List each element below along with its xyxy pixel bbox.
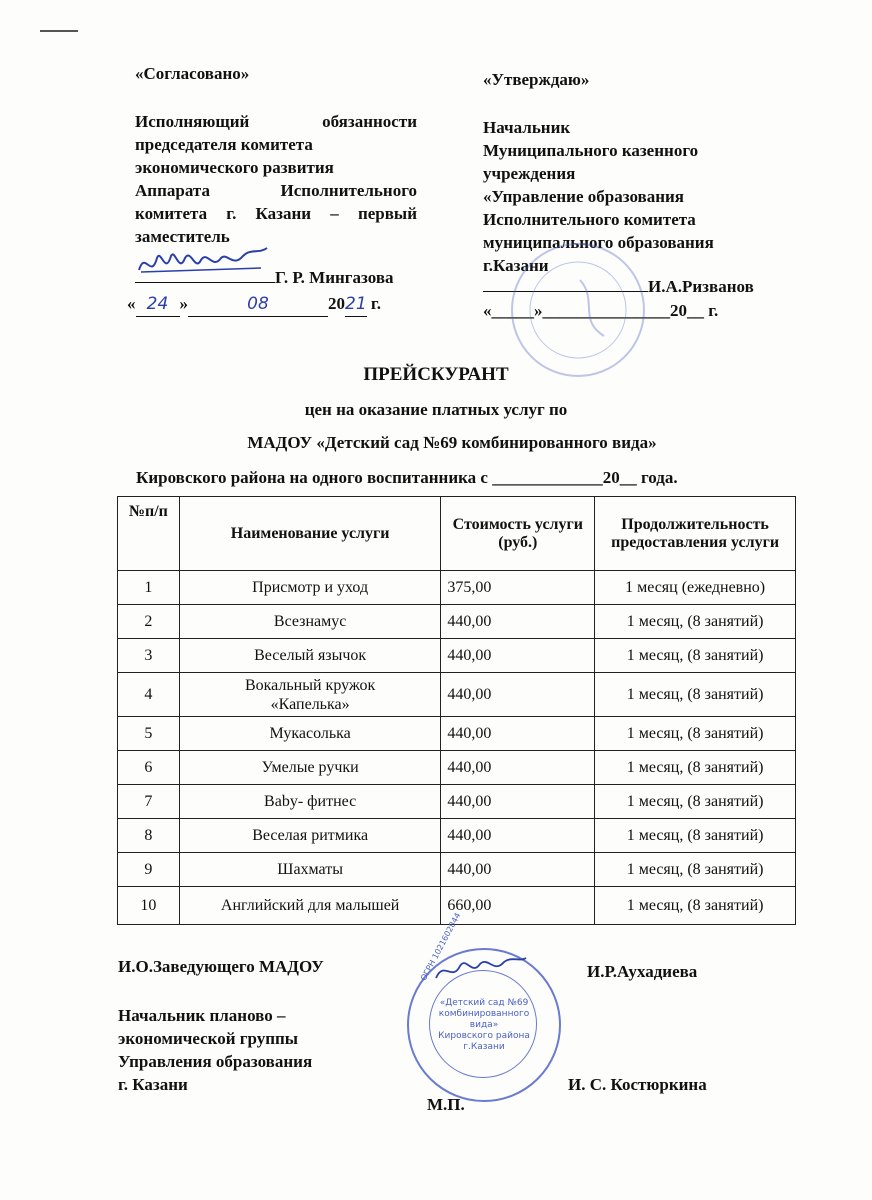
title-line-1: цен на оказание платных услуг по	[304, 400, 568, 419]
agreed-position-block	[135, 110, 417, 248]
row-duration: 1 месяц, (8 занятий)	[595, 639, 796, 673]
approve-line: учреждения	[483, 164, 576, 183]
agreed-date-month: 08	[188, 293, 328, 317]
approve-heading: «Утверждаю»	[483, 70, 590, 89]
row-price: 440,00	[441, 673, 595, 717]
footer-role-head: И.О.Заведующего МАДОУ	[118, 957, 324, 976]
row-service: Всезнамус	[179, 605, 441, 639]
row-number: 10	[118, 887, 180, 925]
agreed-date-year-prefix: 20	[328, 294, 345, 313]
row-service: Английский для малышей	[179, 887, 441, 925]
seal-line: г.Казани	[463, 1042, 505, 1052]
table-header-row	[118, 497, 796, 571]
row-price: 440,00	[441, 785, 595, 819]
approve-line: Начальник	[483, 118, 571, 137]
row-duration: 1 месяц, (8 занятий)	[595, 717, 796, 751]
agreed-heading: «Согласовано»	[135, 64, 250, 83]
row-price: 440,00	[441, 639, 595, 673]
footer-name-economist: И. С. Костюркина	[568, 1075, 707, 1094]
approve-line: «Управление образования	[483, 187, 684, 206]
seal-text	[423, 998, 545, 1053]
agreed-line: председателя комитета	[135, 135, 313, 154]
faint-stamp-icon	[508, 240, 648, 380]
row-service: Шахматы	[179, 853, 441, 887]
row-price: 660,00	[441, 887, 595, 925]
row-number: 3	[118, 639, 180, 673]
table-row	[118, 853, 796, 887]
agreed-line: Исполняющий обязанности	[135, 112, 417, 131]
seal-ogrn: ОГРН 1021602844	[419, 911, 463, 983]
row-number: 4	[118, 673, 180, 717]
footer-role-line: Начальник планово –	[118, 1006, 286, 1025]
header-service-name: Наименование услуги	[179, 497, 441, 571]
agreed-line: Аппарата Исполнительного	[135, 181, 417, 200]
row-duration: 1 месяц, (8 занятий)	[595, 605, 796, 639]
row-number: 1	[118, 571, 180, 605]
row-duration: 1 месяц, (8 занятий)	[595, 751, 796, 785]
title-line-2: МАДОУ «Детский сад №69 комбинированного вида»	[247, 433, 657, 452]
price-table	[117, 496, 796, 925]
row-number: 2	[118, 605, 180, 639]
table-row	[118, 819, 796, 853]
row-duration: 1 месяц, (8 занятий)	[595, 887, 796, 925]
row-service: Веселая ритмика	[179, 819, 441, 853]
row-duration: 1 месяц (ежедневно)	[595, 571, 796, 605]
approve-date: «_____»_______________20__ г.	[483, 301, 719, 320]
row-service: Умелые ручки	[179, 751, 441, 785]
table-row	[118, 785, 796, 819]
row-service: Веселый язычок	[179, 639, 441, 673]
table-row	[118, 751, 796, 785]
row-number: 6	[118, 751, 180, 785]
handwritten-signature-head	[430, 952, 530, 992]
table-row	[118, 717, 796, 751]
approve-line: муниципального образования	[483, 233, 714, 252]
table-row	[118, 571, 796, 605]
footer-role-economist	[118, 1004, 312, 1096]
row-duration: 1 месяц, (8 занятий)	[595, 785, 796, 819]
table-row	[118, 605, 796, 639]
row-price: 440,00	[441, 751, 595, 785]
row-price: 440,00	[441, 853, 595, 887]
row-number: 5	[118, 717, 180, 751]
seal-line: вида»	[469, 1020, 499, 1030]
row-price: 440,00	[441, 819, 595, 853]
agreed-signer-name: Г. Р. Мингазова	[275, 268, 394, 287]
seal-line: «Детский сад №69	[439, 998, 529, 1008]
footer-role-line: Управления образования	[118, 1052, 313, 1071]
row-number: 9	[118, 853, 180, 887]
table-row	[118, 673, 796, 717]
approve-line: Исполнительного комитета	[483, 210, 696, 229]
header-duration: Продолжительность предоставления услуги	[595, 497, 796, 571]
row-service: Вокальный кружок «Капелька»	[179, 673, 441, 717]
row-duration: 1 месяц, (8 занятий)	[595, 673, 796, 717]
row-number: 8	[118, 819, 180, 853]
approve-line: г.Казани	[483, 256, 549, 275]
header-price: Стоимость услуги (руб.)	[441, 497, 595, 571]
approve-line: Муниципального казенного	[483, 141, 699, 160]
stamp-place-label: М.П.	[427, 1095, 465, 1114]
agreed-date-year: 21	[345, 293, 367, 317]
table-row	[118, 639, 796, 673]
scan-mark-line	[40, 30, 78, 32]
row-duration: 1 месяц, (8 занятий)	[595, 819, 796, 853]
document-title: ПРЕЙСКУРАНТ	[363, 364, 509, 385]
row-duration: 1 месяц, (8 занятий)	[595, 853, 796, 887]
agreed-line: заместитель	[135, 227, 230, 246]
row-price: 440,00	[441, 717, 595, 751]
title-line-3: Кировского района на одного воспитанника с _____________20__ года.	[136, 468, 678, 487]
footer-role-line: экономической группы	[118, 1029, 299, 1048]
row-price: 375,00	[441, 571, 595, 605]
seal-line: комбинированного	[438, 1009, 530, 1019]
row-number: 7	[118, 785, 180, 819]
row-service: Присмотр и уход	[179, 571, 441, 605]
agreed-line: комитета г. Казани – первый	[135, 204, 417, 223]
agreed-line: экономического развития	[135, 158, 334, 177]
approve-signer-name: И.А.Ризванов	[648, 277, 754, 296]
row-price: 440,00	[441, 605, 595, 639]
agreed-signature-line	[135, 266, 394, 289]
row-service: Baby- фитнес	[179, 785, 441, 819]
agreed-date-tail: г.	[370, 294, 381, 313]
row-service: Мукасолька	[179, 717, 441, 751]
agreed-date: « 24 » 08 2021 г.	[127, 292, 381, 317]
footer-name-head: И.Р.Аухадиева	[587, 962, 698, 981]
header-number: №п/п	[118, 497, 180, 571]
agreed-date-day: 24	[136, 293, 180, 317]
footer-role-line: г. Казани	[118, 1075, 188, 1094]
seal-line: Кировского района	[438, 1031, 530, 1041]
